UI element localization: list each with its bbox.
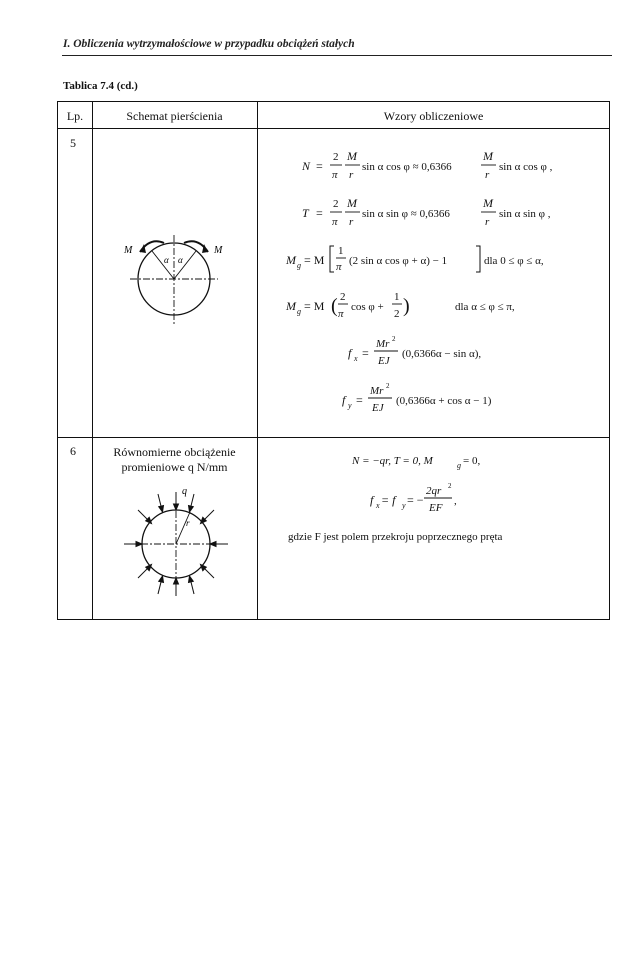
svg-text:EJ: EJ — [378, 355, 390, 367]
svg-text:M: M — [286, 299, 296, 313]
column-header-schemat: Schemat pierścienia — [126, 109, 223, 123]
svg-text:sin α cos φ ≈ 0,6366: sin α cos φ ≈ 0,6366 — [362, 161, 452, 173]
svg-text:=: = — [316, 159, 323, 173]
column-header-lp: Lp. — [66, 109, 84, 123]
alpha-label-left: α — [164, 255, 169, 265]
moment-label-left: M — [124, 245, 133, 256]
svg-text:g: g — [297, 261, 301, 270]
header-row-rule — [57, 128, 610, 129]
svg-text:g: g — [457, 461, 461, 470]
svg-text:1: 1 — [394, 291, 400, 303]
svg-text:EF: EF — [429, 502, 443, 514]
radius-left — [152, 251, 174, 279]
formula-t — [302, 196, 551, 228]
svg-text:Mr: Mr — [370, 385, 384, 397]
formula-row6-line1 — [351, 455, 480, 470]
svg-text:y: y — [348, 401, 352, 410]
svg-text:cos φ +: cos φ + — [351, 301, 384, 313]
formula-row6-fxy — [370, 482, 457, 514]
svg-text:Mr: Mr — [376, 338, 390, 350]
svg-text:f: f — [348, 346, 352, 360]
svg-text:= −: = − — [407, 493, 424, 507]
load-label-q: q — [182, 486, 187, 497]
svg-text:=: = — [362, 346, 369, 360]
svg-text:sin α cos φ ,: sin α cos φ , — [499, 161, 553, 173]
svg-text:π: π — [332, 216, 338, 228]
svg-text:M: M — [347, 149, 357, 163]
table-caption: Tablica 7.4 (cd.) — [63, 80, 138, 92]
svg-text:2: 2 — [394, 308, 400, 320]
svg-text:2qr: 2qr — [426, 485, 442, 497]
running-header: I. Obliczenia wytrzymałościowe w przypadku obciążeń stałych — [63, 38, 355, 50]
svg-text:sin α sin φ ,: sin α sin φ , — [499, 208, 551, 220]
svg-text:M: M — [483, 196, 493, 210]
scheme-label-6: Równomierne obciążenie promieniowe q N/mm — [113, 445, 236, 474]
svg-text:N: N — [302, 159, 311, 173]
svg-text:= f: = f — [381, 493, 396, 507]
svg-text:r: r — [485, 216, 490, 228]
column-header-wzory: Wzory obliczeniowe — [383, 109, 484, 123]
svg-text:(2 sin α cos φ + α) − 1: (2 sin α cos φ + α) − 1 — [349, 255, 448, 267]
svg-text:2: 2 — [340, 291, 346, 303]
svg-text:= M: = M — [304, 299, 325, 313]
column-divider-1 — [92, 101, 93, 620]
svg-text:π: π — [338, 308, 344, 320]
svg-text:f: f — [370, 493, 374, 507]
svg-text:2: 2 — [386, 382, 390, 390]
svg-text:y: y — [402, 501, 406, 510]
svg-text:,: , — [454, 495, 457, 507]
svg-text:2: 2 — [448, 482, 452, 490]
row-number-6: 6 — [70, 444, 76, 458]
svg-text:2: 2 — [392, 335, 396, 343]
moment-label-right: M — [214, 245, 223, 256]
svg-text:r: r — [485, 169, 490, 181]
svg-text:2: 2 — [333, 151, 339, 163]
formula-mg-2 — [285, 291, 515, 320]
svg-text:r: r — [349, 216, 354, 228]
header-rule — [62, 55, 612, 56]
row-number-5: 5 — [70, 136, 76, 150]
svg-text:(0,6366α + cos α − 1): (0,6366α + cos α − 1) — [396, 395, 492, 407]
svg-text:2: 2 — [333, 198, 339, 210]
svg-text:M: M — [483, 149, 493, 163]
svg-text:r: r — [349, 169, 354, 181]
svg-text:N = −qr, T = 0, M: N = −qr, T = 0, M — [352, 455, 433, 467]
ring-radial-load-diagram — [110, 480, 240, 605]
svg-text:(: ( — [331, 295, 338, 317]
svg-text:f: f — [342, 393, 346, 407]
svg-text:): ) — [403, 295, 410, 317]
svg-text:π: π — [332, 169, 338, 181]
ring-moment-diagram — [110, 225, 240, 335]
formula-row6-note: gdzie F jest polem przekroju poprzecznego pręta — [288, 531, 503, 543]
svg-text:T: T — [302, 206, 309, 220]
svg-text:π: π — [336, 261, 342, 273]
formula-mg-1 — [285, 245, 544, 273]
svg-text:dla 0 ≤ φ ≤ α,: dla 0 ≤ φ ≤ α, — [484, 255, 544, 267]
svg-text:dla α ≤ φ ≤ π,: dla α ≤ φ ≤ π, — [455, 301, 515, 313]
formula-n — [301, 149, 553, 181]
formula-fx — [348, 335, 481, 367]
svg-text:=: = — [356, 393, 363, 407]
alpha-label-right: α — [178, 255, 183, 265]
svg-text:sin α sin φ ≈ 0,6366: sin α sin φ ≈ 0,6366 — [362, 208, 450, 220]
formula-fy — [342, 382, 492, 414]
svg-text:= M: = M — [304, 253, 325, 267]
svg-text:=: = — [316, 206, 323, 220]
formulas-panel — [258, 130, 608, 610]
svg-text:M: M — [347, 196, 357, 210]
svg-text:(0,6366α − sin α),: (0,6366α − sin α), — [402, 348, 482, 360]
svg-text:x: x — [376, 501, 380, 510]
svg-text:= 0,: = 0, — [463, 455, 481, 467]
svg-text:g: g — [297, 307, 301, 316]
svg-text:1: 1 — [338, 245, 344, 257]
radius-line — [176, 512, 190, 544]
radius-label-r: r — [186, 518, 190, 528]
svg-text:x: x — [354, 354, 358, 363]
svg-text:M: M — [286, 253, 296, 267]
svg-text:EJ: EJ — [372, 402, 384, 414]
